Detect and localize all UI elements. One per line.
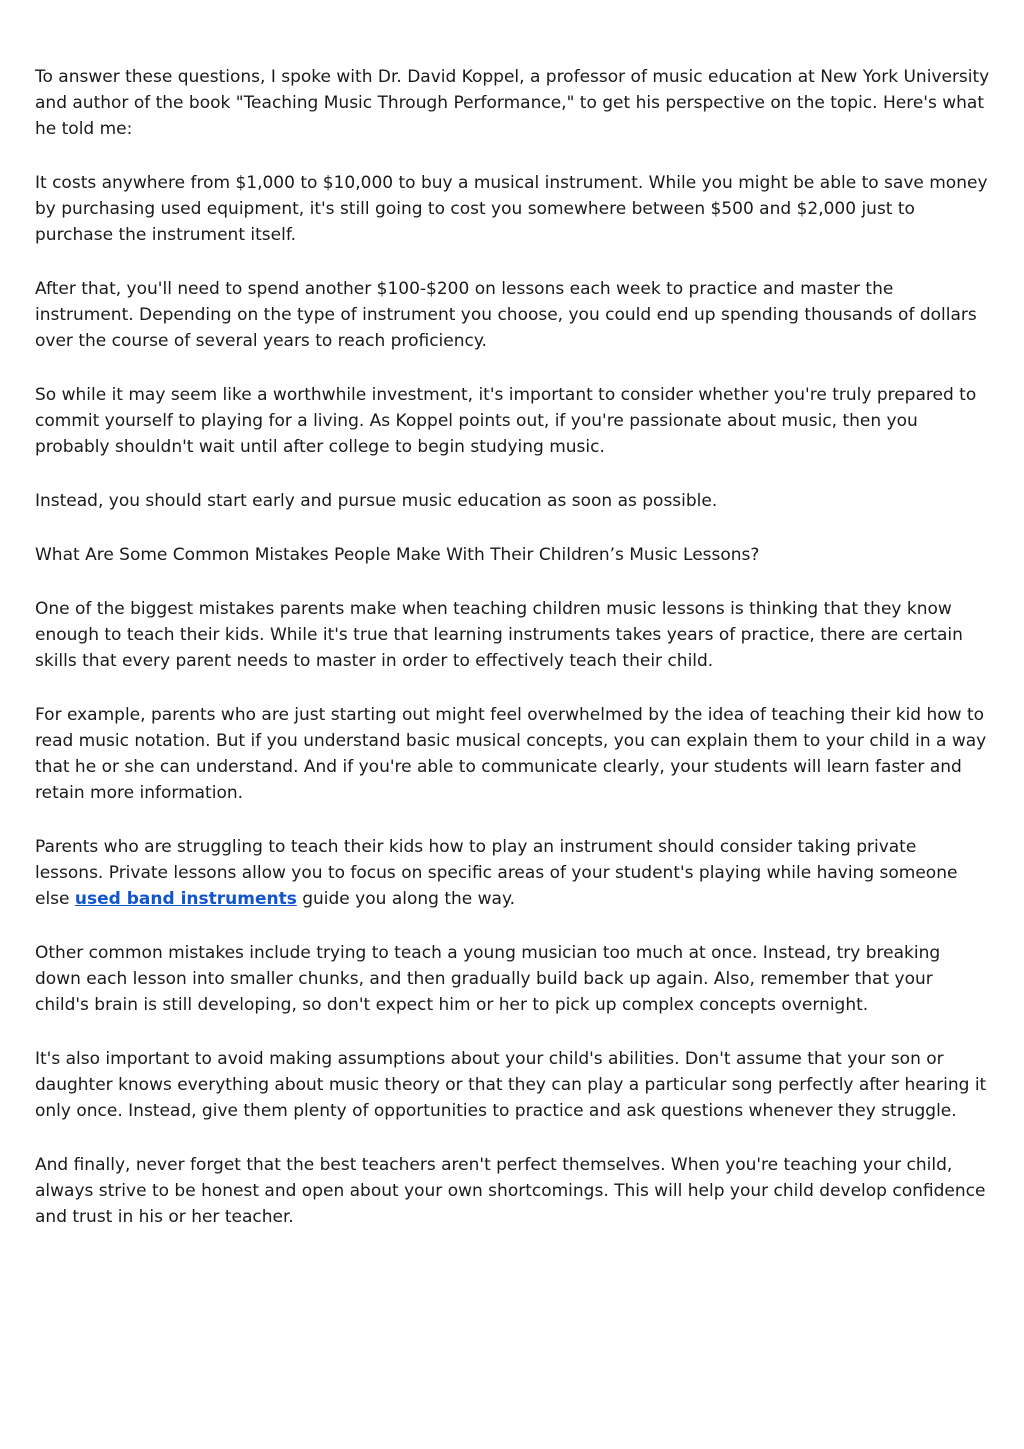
section-heading-mistakes: What Are Some Common Mistakes People Make With Their Children’s Music Lessons? xyxy=(35,545,760,565)
paragraph-costs: It costs anywhere from $1,000 to $10,000 to buy a musical instrument. While you might be able to save money by purchasing used equipment, it's still going to cost you somewhere between $500 and $2,000 just to purchase the instrument itself. xyxy=(35,173,988,245)
paragraph-assumptions: It's also important to avoid making assumptions about your child's abilities. Don't assume that your son or daughter knows everything about music theory or that they can play a particular song perfectly after hearing it only once. Instead, give them plenty of opportunities to practice and ask questions whenever they struggle. xyxy=(35,1049,987,1121)
paragraph-private-lessons-text: Parents who are struggling to teach their kids how to play an instrument should consider taking private lessons. Private lessons allow you to focus on specific areas of your student's playing while having someone else xyxy=(35,837,958,909)
paragraph-example: For example, parents who are just starting out might feel overwhelmed by the idea of teaching their kid how to read music notation. But if you understand basic musical concepts, you can explain them to your child in a way that he or she can understand. And if you're able to communicate clearly, your students will learn faster and retain more information. xyxy=(35,705,987,803)
paragraph-biggest-mistake: One of the biggest mistakes parents make when teaching children music lessons is thinking that they know enough to teach their kids. While it's true that learning instruments takes years of practice, there are certain skills that every parent needs to master in order to effectively teach their child. xyxy=(35,599,963,671)
paragraph-start-early: Instead, you should start early and pursue music education as soon as possible. xyxy=(35,491,718,511)
paragraph-other-mistakes: Other common mistakes include trying to teach a young musician too much at once. Instead, try breaking down each lesson into smaller chunks, and then gradually build back up again. Also, remember that your child's brain is still developing, so don't expect him or her to pick up complex concepts overnight. xyxy=(35,943,941,1015)
paragraph-lessons-cost: After that, you'll need to spend another $100-$200 on lessons each week to practice and master the instrument. Depending on the type of instrument you choose, you could end up spending thousands of dollars over the course of several years to reach proficiency. xyxy=(35,279,977,351)
document-body xyxy=(35,64,990,1258)
used-band-instruments-link[interactable]: used band instruments xyxy=(74,889,297,909)
paragraph-finally: And finally, never forget that the best teachers aren't perfect themselves. When you're teaching your child, always strive to be honest and open about your own shortcomings. This will help your child develop confidence and trust in his or her teacher. xyxy=(35,1155,986,1227)
paragraph-intro: To answer these questions, I spoke with Dr. David Koppel, a professor of music education at New York University and author of the book "Teaching Music Through Performance," to get his perspective on the topic. Here's what he told me: xyxy=(35,67,990,139)
paragraph-investment: So while it may seem like a worthwhile investment, it's important to consider whether you're truly prepared to commit yourself to playing for a living. As Koppel points out, if you're passionate about music, then you probably shouldn't wait until after college to begin studying music. xyxy=(35,385,977,457)
paragraph-private-lessons-tail: guide you along the way. xyxy=(296,889,515,909)
paragraph-private-lessons xyxy=(35,834,990,912)
